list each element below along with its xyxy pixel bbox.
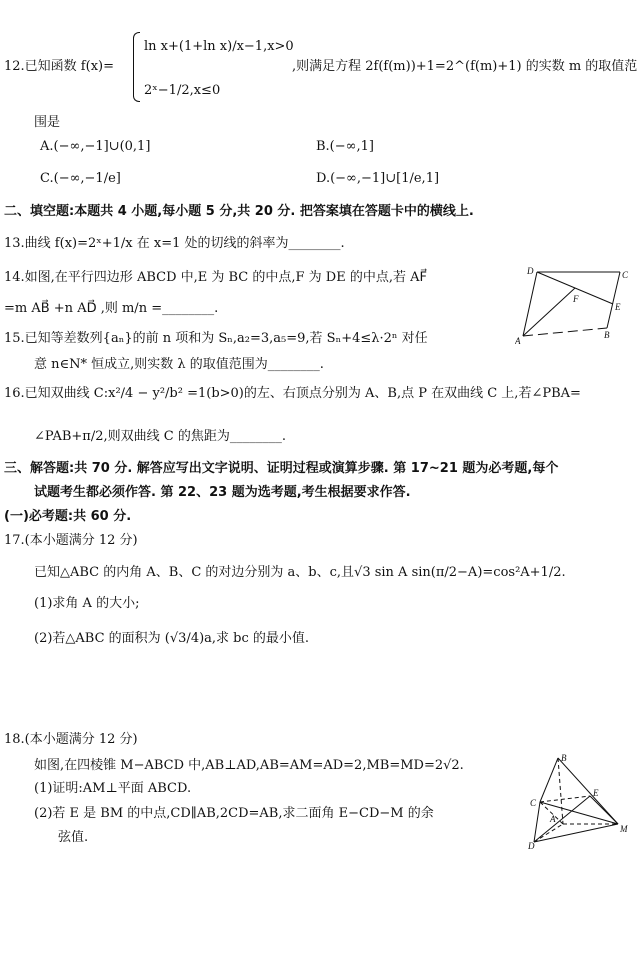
q12-tail: ,则满足方程 2f(f(m))+1=2^(f(m)+1) 的实数 m 的取值范 [292,59,638,74]
q14-line1: 14.如图,在平行四边形 ABCD 中,E 为 BC 的中点,F 为 DE 的中点,若 AF⃗ [4,270,427,285]
q15-line2: 意 n∈N* 恒成立,则实数 λ 的取值范围为________. [34,357,324,372]
q12-option-a: A.(−∞,−1]∪(0,1] [40,139,151,154]
q18-label-e: E [593,788,599,798]
section-3-heading: 三、解答题:共 70 分. 解答应写出文字说明、证明过程或演算步骤. 第 17~21 题为必考题,每个 [4,461,559,476]
q12-option-b: B.(−∞,1] [316,139,374,154]
q17-part1: (1)求角 A 的大小; [34,596,140,611]
q14-label-b: B [604,330,610,340]
q18-part1: (1)证明:AM⊥平面 ABCD. [34,781,192,796]
q18-part2-cont: 弦值. [58,830,89,845]
q14-label-a: A [515,336,521,346]
q12-option-d: D.(−∞,−1]∪[1/e,1] [316,171,440,186]
q18-label-d: D [528,841,535,851]
q18-label-m: M [620,824,628,834]
q12-option-c: C.(−∞,−1/e] [40,171,121,186]
required-subsection: (一)必考题:共 60 分. [4,509,132,524]
q18-part2: (2)若 E 是 BM 的中点,CD∥AB,2CD=AB,求二面角 E−CD−M 的余 [34,806,434,821]
q14-parallelogram-figure [515,266,635,346]
q14-label-d: D [527,266,534,276]
q17-heading: 17.(本小题满分 12 分) [4,533,138,548]
q12-piece1: ln x+(1+ln x)/x−1,x>0 [144,39,294,54]
q12-continuation: 围是 [34,115,61,130]
q12-brace [133,32,140,102]
q18-statement: 如图,在四棱锥 M−ABCD 中,AB⊥AD,AB=AM=AD=2,MB=MD=2√2. [34,758,464,773]
q18-label-a: A [550,814,556,824]
q14-line2: =m AB⃗ +n AD⃗ ,则 m/n =________. [4,301,219,316]
section-3-heading-cont: 试题考生都必须作答. 第 22、23 题为选考题,考生根据要求作答. [34,485,411,500]
q18-pyramid-figure [528,752,638,852]
q18-heading: 18.(本小题满分 12 分) [4,732,138,747]
q14-label-e: E [615,302,621,312]
q18-label-c: C [530,798,537,808]
q14-label-f: F [573,294,579,304]
q17-part2: (2)若△ABC 的面积为 (√3/4)a,求 bc 的最小值. [34,631,310,646]
q17-statement: 已知△ABC 的内角 A、B、C 的对边分别为 a、b、c,且√3 sin A sin(π/2−A)=cos²A+1/2. [34,565,566,580]
q16-line2: ∠PAB+π/2,则双曲线 C 的焦距为________. [34,429,286,444]
q12-number: 12.已知函数 f(x)= [4,59,114,74]
q18-label-b: B [561,753,567,763]
section-2-heading: 二、填空题:本题共 4 小题,每小题 5 分,共 20 分. 把答案填在答题卡中的横线上. [4,204,474,219]
q13-text: 13.曲线 f(x)=2ˣ+1/x 在 x=1 处的切线的斜率为________. [4,236,345,251]
q16-line1: 16.已知双曲线 C:x²/4 − y²/b² =1(b>0)的左、右顶点分别为 A、B,点 P 在双曲线 C 上,若∠PBA= [4,386,581,401]
q15-line1: 15.已知等差数列{aₙ}的前 n 项和为 Sₙ,a₂=3,a₅=9,若 Sₙ+4≤λ·2ⁿ 对任 [4,331,428,346]
q12-piece2: 2ˣ−1/2,x≤0 [144,83,221,98]
q14-label-c: C [622,270,629,280]
